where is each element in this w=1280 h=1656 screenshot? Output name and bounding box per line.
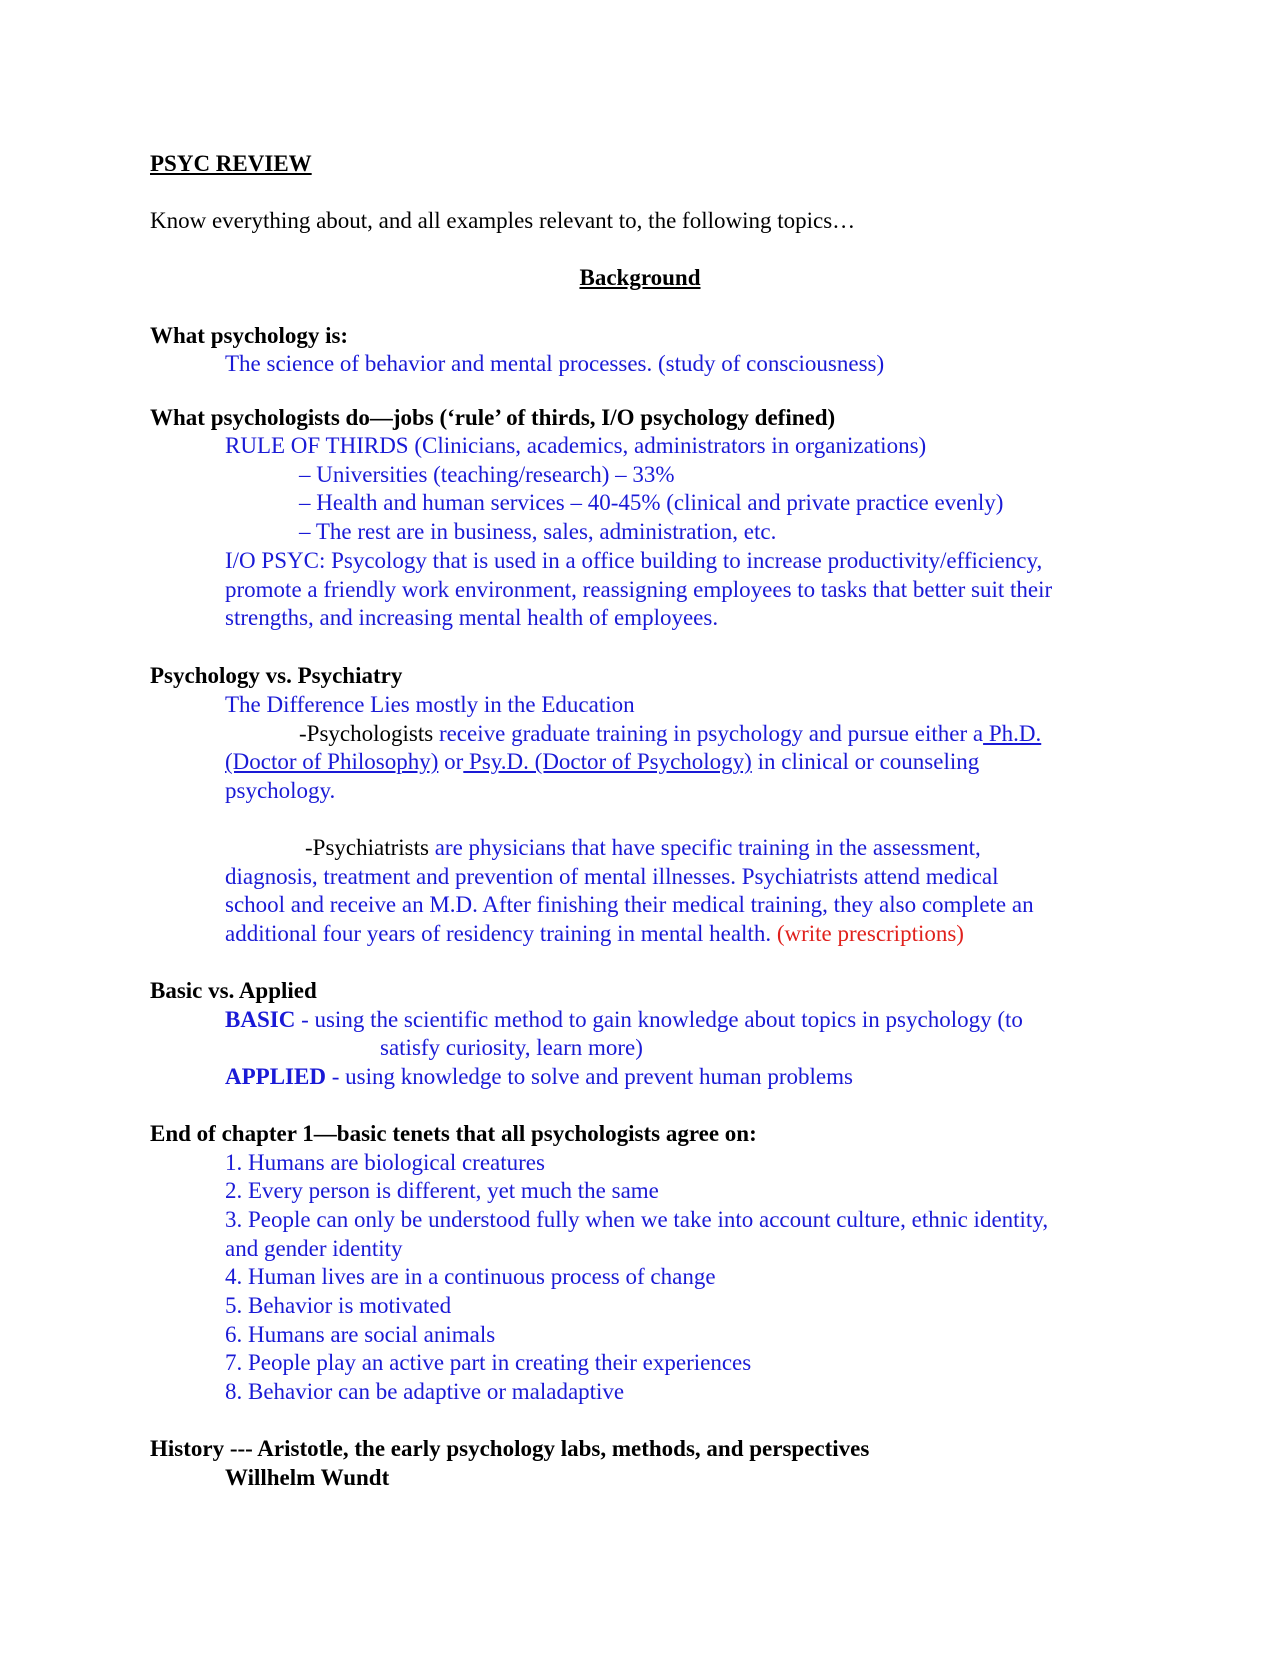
tenet-item: 1. Humans are biological creatures (225, 1150, 545, 1175)
prescriptions-note: (write prescriptions) (771, 921, 964, 946)
psyd-end: psychology. (225, 778, 336, 803)
io-line: promote a friendly work environment, reassigning employees to tasks that better suit their (225, 577, 1053, 602)
psychologists-line (299, 720, 1041, 748)
jobs-item: – Universities (teaching/research) – 33% (299, 462, 675, 487)
residency-line (225, 920, 964, 948)
residency-text: additional four years of residency training in mental health. (225, 921, 772, 946)
psyd-after: in clinical or counseling (751, 749, 980, 774)
psychiatrists-label: -Psychiatrists (305, 835, 429, 860)
tenet-item: and gender identity (225, 1236, 403, 1261)
doc-title: PSYC REVIEW (150, 151, 312, 176)
tenet-item: 2. Every person is different, yet much the same (225, 1178, 659, 1203)
io-line: strengths, and increasing mental health of employees. (225, 605, 719, 630)
basic-text: - using the scientific method to gain knowledge about topics in psychology (to (295, 1007, 1023, 1032)
psychiatrists-cont: school and receive an M.D. After finishing their medical training, they also complete an (225, 892, 1034, 917)
applied-text: - using knowledge to solve and prevent human problems (325, 1064, 853, 1089)
difference-line: The Difference Lies mostly in the Education (225, 692, 635, 717)
jobs-heading: What psychologists do—jobs (‘rule’ of thirds, I/O psychology defined) (150, 405, 836, 430)
psychiatrists-cont: diagnosis, treatment and prevention of mental illnesses. Psychiatrists attend medical (225, 864, 999, 889)
jobs-item: – Health and human services – 40-45% (clinical and private practice evenly) (299, 490, 1004, 515)
psychiatrists-text: are physicians that have specific training in the assessment, (428, 835, 981, 860)
basic-line (225, 1006, 1023, 1034)
psychiatrists-line (305, 834, 981, 862)
tenet-item: 3. People can only be understood fully when we take into account culture, ethnic identity, (225, 1207, 1049, 1232)
psyd-link[interactable]: Psy.D. (Doctor of Psychology) (463, 749, 752, 774)
tenet-item: 4. Human lives are in a continuous process of change (225, 1264, 716, 1289)
tenet-item: 7. People play an active part in creating their experiences (225, 1350, 752, 1375)
what-is-heading: What psychology is: (150, 323, 349, 348)
jobs-item: – The rest are in business, sales, administration, etc. (299, 519, 777, 544)
tenets-heading: End of chapter 1—basic tenets that all psychologists agree on: (150, 1121, 757, 1146)
tenet-item: 8. Behavior can be adaptive or maladaptive (225, 1379, 625, 1404)
applied-label: APPLIED (225, 1064, 326, 1089)
history-name: Willhelm Wundt (225, 1465, 390, 1490)
phd-link-cont[interactable]: (Doctor of Philosophy) (225, 749, 439, 774)
psychologists-text: receive graduate training in psychology and pursue either a (433, 721, 984, 746)
history-heading: History --- Aristotle, the early psychology labs, methods, and perspectives (150, 1436, 870, 1461)
tenet-item: 6. Humans are social animals (225, 1322, 496, 1347)
basic-applied-heading: Basic vs. Applied (150, 978, 317, 1003)
rule-of-thirds: RULE OF THIRDS (Clinicians, academics, administrators in organizations) (225, 433, 927, 458)
applied-line (225, 1063, 853, 1091)
io-line: I/O PSYC: Psycology that is used in a office building to increase productivity/efficiency, (225, 548, 1043, 573)
intro-line: Know everything about, and all examples relevant to, the following topics… (150, 208, 856, 233)
tenet-item: 5. Behavior is motivated (225, 1293, 452, 1318)
phd-link[interactable]: Ph.D. (983, 721, 1042, 746)
degrees-line (225, 748, 979, 776)
vs-heading: Psychology vs. Psychiatry (150, 663, 403, 688)
section-heading: Background (579, 265, 701, 290)
what-is-answer: The science of behavior and mental processes. (study of consciousness) (225, 351, 885, 376)
basic-cont: satisfy curiosity, learn more) (380, 1035, 643, 1060)
or-word: or (438, 749, 464, 774)
psychologists-label: -Psychologists (299, 721, 434, 746)
basic-label: BASIC (225, 1007, 296, 1032)
